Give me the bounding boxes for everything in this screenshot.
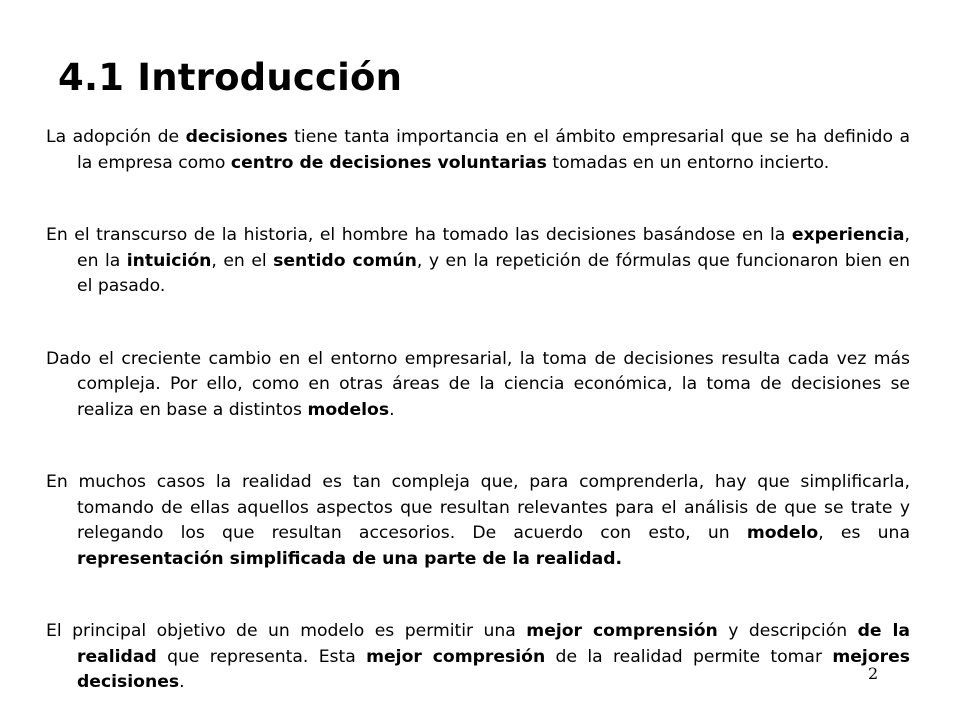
emphasized-text: mejores decisiones [77, 646, 910, 692]
text-run: , y en la repetición de fórmulas que funcionaron bien en el pasado. [77, 250, 911, 296]
paragraph-definicion-modelo [46, 470, 910, 572]
emphasized-text: modelos [307, 399, 390, 420]
paragraph-cambio-entorno [46, 347, 910, 424]
text-run: Dado el creciente cambio en el entorno empresarial, la toma de decisiones resulta cada vez más compleja. Por ello, como en otras áreas de la ciencia económica, la toma de decisiones se realiza en base a distintos [46, 348, 910, 420]
emphasized-text: representación simplificada de una parte de la realidad. [77, 548, 623, 569]
emphasized-text: sentido común [273, 250, 417, 271]
text-run: , en el [211, 250, 274, 271]
emphasized-text: mejor compresión [366, 646, 546, 667]
text-run: El principal objetivo de un modelo es permitir una [46, 621, 527, 641]
emphasized-text: de la realidad [77, 621, 910, 667]
text-run: que representa. Esta [156, 646, 367, 667]
emphasized-text: centro de decisiones voluntarias [230, 152, 547, 173]
paragraph-decisiones [46, 125, 910, 176]
text-run: . [389, 399, 395, 420]
slide-title: 4.1 Introducción [58, 56, 403, 99]
slide-body [46, 125, 910, 696]
emphasized-text: mejor comprensión [526, 621, 718, 641]
text-run: En el transcurso de la historia, el hombre ha tomado las decisiones basándose en la [46, 225, 792, 245]
text-run: En muchos casos la realidad es tan compleja que, para comprenderla, hay que simplificarla, tomando de ellas aquellos aspectos que resultan relevantes para el análisis de que se trate y relegando los que resultan accesorios. De acuerdo con esto, un [46, 472, 910, 543]
text-run: La adopción de [46, 127, 186, 147]
paragraph-historia [46, 223, 910, 300]
emphasized-text: decisiones [185, 127, 288, 147]
text-run: tiene tanta importancia en el ámbito empresarial que se ha definido a la empresa como [77, 127, 910, 173]
text-run: , en la [77, 225, 910, 271]
paragraph-objetivo-modelo [46, 619, 910, 696]
page-number: 2 [868, 664, 879, 683]
text-run: y descripción [717, 621, 858, 641]
text-run: . [179, 672, 185, 692]
text-run: , es una [818, 523, 910, 543]
text-run: tomadas en un entorno incierto. [546, 152, 830, 173]
emphasized-text: modelo [746, 523, 819, 543]
emphasized-text: intuición [126, 250, 212, 271]
text-run: de la realidad permite tomar [545, 646, 833, 667]
emphasized-text: experiencia [791, 225, 905, 245]
